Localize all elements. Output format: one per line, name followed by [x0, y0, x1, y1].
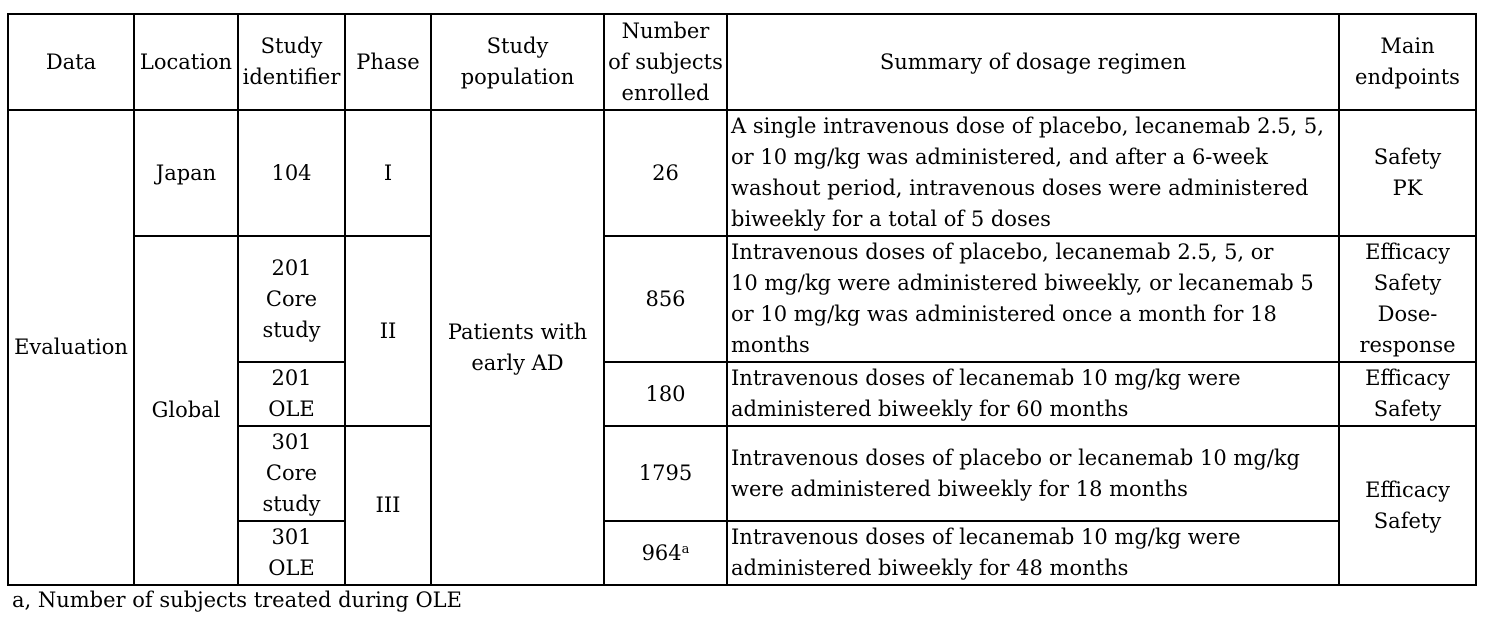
subjects-cell: 26	[604, 110, 727, 236]
study-identifier-cell: 201 OLE	[238, 362, 345, 426]
location-cell-global: Global	[134, 236, 238, 585]
header-study-identifier: Study identifier	[238, 14, 345, 110]
study-population-cell: Patients with early AD	[431, 110, 604, 585]
endpoints-cell-301: Efficacy Safety	[1339, 426, 1476, 585]
endpoints-cell: Efficacy Safety Dose- response	[1339, 236, 1476, 362]
header-row	[8, 14, 1476, 110]
data-cell-evaluation: Evaluation	[8, 110, 134, 585]
phase-cell-ii: II	[345, 236, 431, 426]
dosage-cell: A single intravenous dose of placebo, lecanemab 2.5, 5, or 10 mg/kg was administered, and after a 6-week washout period, intravenous doses were administered biweekly for a total of 5 doses	[727, 110, 1339, 236]
endpoints-cell: Efficacy Safety	[1339, 362, 1476, 426]
header-phase: Phase	[345, 14, 431, 110]
dosage-cell: Intravenous doses of placebo, lecanemab 2.5, 5, or 10 mg/kg were administered biweekly, or lecanemab 5 or 10 mg/kg was administered once a month for 18 months	[727, 236, 1339, 362]
table-row	[8, 110, 1476, 236]
table-row	[8, 236, 1476, 362]
study-identifier-cell: 201 Core study	[238, 236, 345, 362]
study-identifier-cell: 301 Core study	[238, 426, 345, 521]
study-identifier-cell: 301 OLE	[238, 521, 345, 585]
header-main-endpoints: Main endpoints	[1339, 14, 1476, 110]
subjects-cell: 856	[604, 236, 727, 362]
study-table	[7, 13, 1477, 586]
subjects-cell: 180	[604, 362, 727, 426]
phase-cell-i: I	[345, 110, 431, 236]
study-identifier-cell: 104	[238, 110, 345, 236]
footnote-marker: a	[681, 541, 690, 557]
endpoints-cell: Safety PK	[1339, 110, 1476, 236]
dosage-cell: Intravenous doses of lecanemab 10 mg/kg were administered biweekly for 48 months	[727, 521, 1339, 585]
subjects-cell	[604, 521, 727, 585]
phase-cell-iii: III	[345, 426, 431, 585]
header-dosage-regimen: Summary of dosage regimen	[727, 14, 1339, 110]
subjects-value: 964	[641, 540, 682, 565]
dosage-cell: Intravenous doses of lecanemab 10 mg/kg were administered biweekly for 60 months	[727, 362, 1339, 426]
dosage-cell: Intravenous doses of placebo or lecanemab 10 mg/kg were administered biweekly for 18 months	[727, 426, 1339, 521]
header-location: Location	[134, 14, 238, 110]
header-data: Data	[8, 14, 134, 110]
header-study-population: Study population	[431, 14, 604, 110]
table-footnote: a, Number of subjects treated during OLE	[12, 588, 462, 612]
subjects-cell: 1795	[604, 426, 727, 521]
location-cell-japan: Japan	[134, 110, 238, 236]
header-subjects-enrolled: Number of subjects enrolled	[604, 14, 727, 110]
